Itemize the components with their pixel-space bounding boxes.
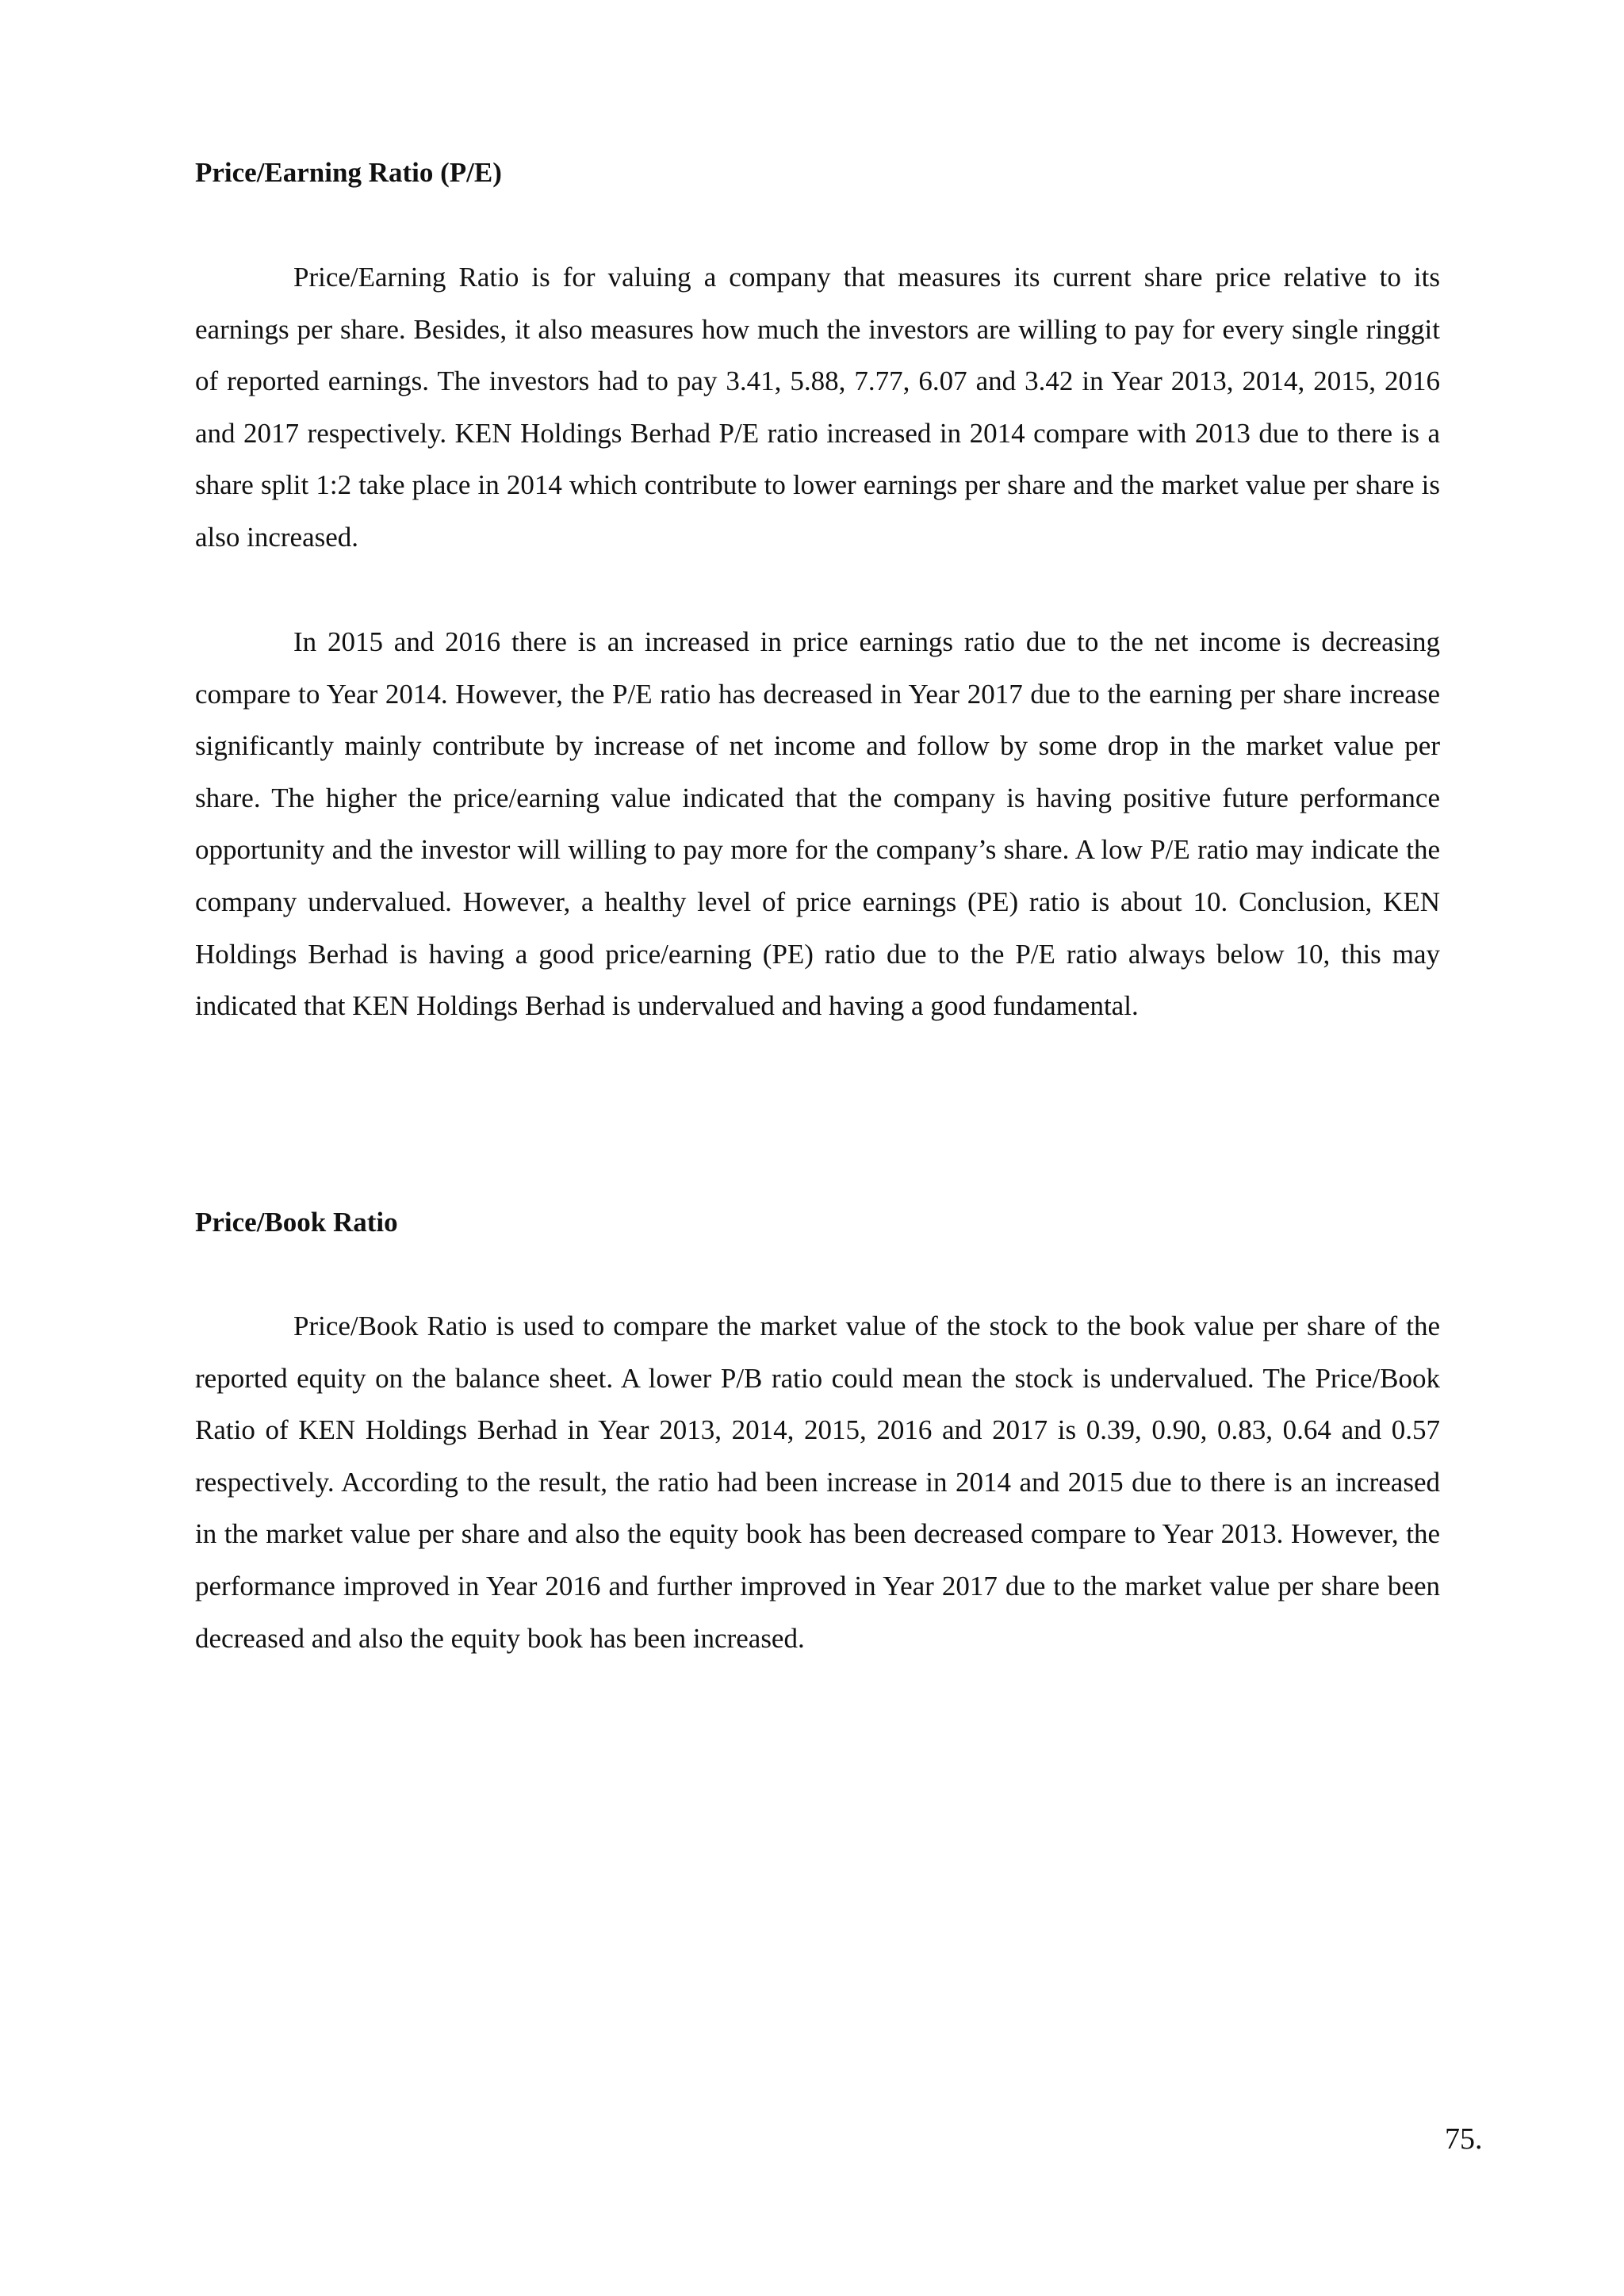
section-heading-price-earning-ratio: Price/Earning Ratio (P/E) bbox=[195, 157, 502, 188]
section-heading-price-book-ratio: Price/Book Ratio bbox=[195, 1207, 398, 1238]
paragraph-pb-analysis: Price/Book Ratio is used to compare the market value of the stock to the book value per share of the reported equity on the balance sheet. A lower P/B ratio could mean the stock is undervalued. The Price/Book Ratio of KEN Holdings Berhad in Year 2013, 2014, 2015, 2016 and 2017 is 0.39, 0.90, 0.83, 0.64 and 0.57 respectively. According to the result, the ratio had been increase in 2014 and 2015 due to there is an increased in the market value per share and also the equity book has been decreased compare to Year 2013. However, the performance improved in Year 2016 and further improved in Year 2017 due to the market value per share been decreased and also the equity book has been increased. bbox=[195, 1311, 1440, 1654]
paragraph-pe-analysis: In 2015 and 2016 there is an increased in price earnings ratio due to the net income is decreasing compare to Year 2014. However, the P/E ratio has decreased in Year 2017 due to the earning per share increase significantly mainly contribute by increase of net income and follow by some drop in the market value per share. The higher the price/earning value indicated that the company is having positive future performance opportunity and the investor will willing to pay more for the company’s share. A low P/E ratio may indicate the company undervalued. However, a healthy level of price earnings (PE) ratio is about 10. Conclusion, KEN Holdings Berhad is having a good price/earning (PE) ratio due to the P/E ratio always below 10, this may indicated that KEN Holdings Berhad is undervalued and having a good fundamental. bbox=[195, 626, 1440, 1022]
paragraph-pe-definition: Price/Earning Ratio is for valuing a company that measures its current share price relative to its earnings per share. Besides, it also measures how much the investors are willing to pay for every single ringgit of reported earnings. The investors had to pay 3.41, 5.88, 7.77, 6.07 and 3.42 in Year 2013, 2014, 2015, 2016 and 2017 respectively. KEN Holdings Berhad P/E ratio increased in 2014 compare with 2013 due to there is a share split 1:2 take place in 2014 which contribute to lower earnings per share and the market value per share is also increased. bbox=[195, 262, 1440, 553]
page-number: 75. bbox=[1445, 2122, 1483, 2156]
